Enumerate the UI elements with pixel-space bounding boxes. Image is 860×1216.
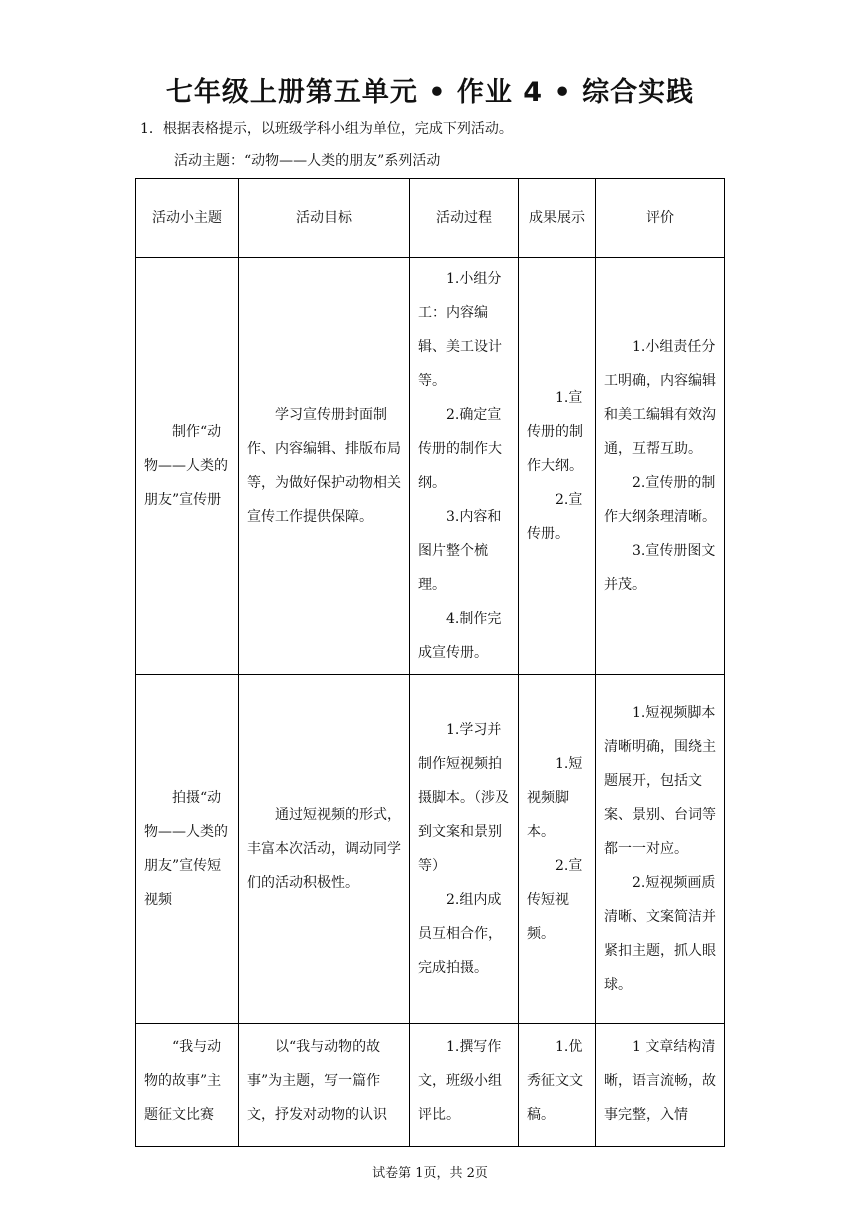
table-header-row (136, 179, 725, 258)
header-result: 成果展示 (519, 179, 596, 258)
cell-topic: “我与动物的故事”主题征文比赛 (136, 1024, 239, 1147)
cell-process: 1.小组分工：内容编辑、美工设计等。 2.确定宣传册的制作大纲。 3.内容和图片整个梳理。 4.制作完成宣传册。 (410, 258, 519, 675)
page-footer: 试卷第 1页，共 2页 (372, 1166, 488, 1181)
cell-goal: 以“我与动物的故事”为主题，写一篇作文，抒发对动物的认识 (239, 1024, 410, 1147)
cell-evaluation: 1.短视频脚本清晰明确，围绕主题展开，包括文案、景别、台词等都一一对应。 2.短视频画质清晰、文案简洁并紧扣主题，抓人眼球。 (596, 675, 725, 1024)
cell-evaluation: 1 文章结构清晰，语言流畅，故事完整，入情 (596, 1024, 725, 1147)
header-topic: 活动小主题 (136, 179, 239, 258)
table-row (136, 258, 725, 675)
activity-theme: 活动主题：“动物——人类的朋友”系列活动 (174, 153, 441, 169)
question-text: 1．根据表格提示，以班级学科小组为单位，完成下列活动。 (140, 121, 513, 137)
header-process: 活动过程 (410, 179, 519, 258)
cell-result: 1.短视频脚本。 2.宣传短视频。 (519, 675, 596, 1024)
activity-table (135, 178, 725, 1147)
cell-process: 1.撰写作文，班级小组评比。 (410, 1024, 519, 1147)
header-evaluation: 评价 (596, 179, 725, 258)
cell-goal: 通过短视频的形式，丰富本次活动，调动同学们的活动积极性。 (239, 675, 410, 1024)
cell-evaluation: 1.小组责任分工明确，内容编辑和美工编辑有效沟通，互帮互助。 2.宣传册的制作大纲条理清晰。 3.宣传册图文并茂。 (596, 258, 725, 675)
table-row (136, 1024, 725, 1147)
cell-process: 1.学习并制作短视频拍摄脚本。（涉及到文案和景别等） 2.组内成员互相合作，完成拍摄。 (410, 675, 519, 1024)
cell-goal: 学习宣传册封面制作、内容编辑、排版布局等，为做好保护动物相关宣传工作提供保障。 (239, 258, 410, 675)
header-goal: 活动目标 (239, 179, 410, 258)
cell-result: 1.优秀征文文稿。 (519, 1024, 596, 1147)
cell-result: 1.宣传册的制作大纲。 2.宣传册。 (519, 258, 596, 675)
table-row (136, 675, 725, 1024)
page-title: 七年级上册第五单元 • 作业 4 • 综合实践 (165, 77, 695, 108)
cell-topic: 制作“动物——人类的朋友”宣传册 (136, 258, 239, 675)
cell-topic: 拍摄“动物——人类的朋友”宣传短视频 (136, 675, 239, 1024)
